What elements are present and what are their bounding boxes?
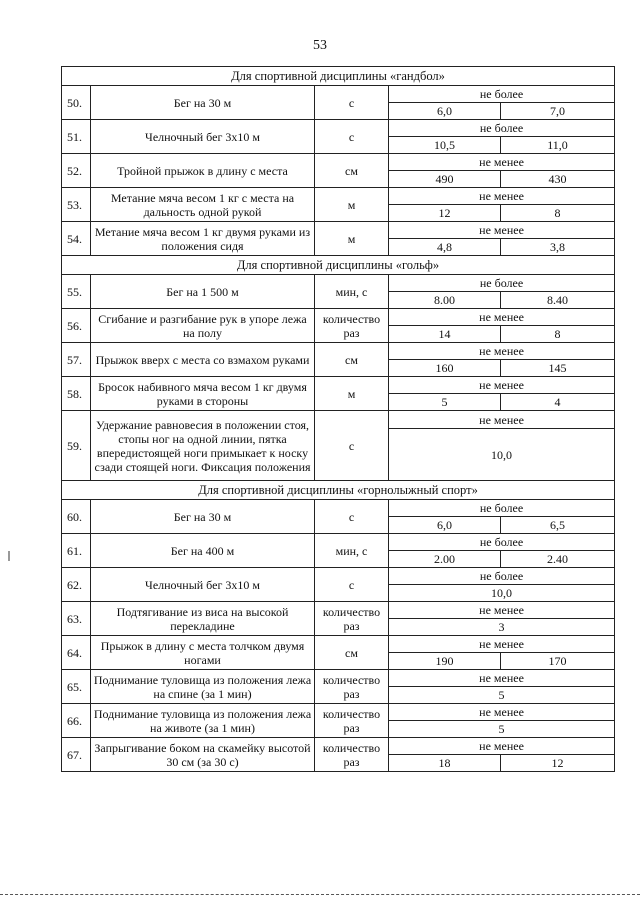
norm-value-1: 190 [389, 653, 501, 670]
section-header-row [62, 256, 615, 275]
row-number: 50. [62, 86, 91, 120]
norm-value-1: 8.00 [389, 292, 501, 309]
exercise-name: Бег на 400 м [91, 534, 315, 568]
unit-of-measure: количество раз [315, 704, 389, 738]
unit-of-measure: см [315, 636, 389, 670]
norm-value: 3 [389, 619, 615, 636]
unit-of-measure: мин, с [315, 534, 389, 568]
unit-of-measure: м [315, 377, 389, 411]
unit-of-measure: см [315, 154, 389, 188]
standards-table-body [62, 67, 615, 772]
condition-label: не менее [389, 738, 615, 755]
exercise-name: Бросок набивного мяча весом 1 кг двумя руками в стороны [91, 377, 315, 411]
norm-value-1: 12 [389, 205, 501, 222]
exercise-name: Прыжок в длину с места толчком двумя ногами [91, 636, 315, 670]
table-row [62, 222, 615, 239]
norm-value-2: 430 [501, 171, 615, 188]
table-row [62, 738, 615, 755]
unit-of-measure: количество раз [315, 670, 389, 704]
section-title: Для спортивной дисциплины «горнолыжный спорт» [62, 481, 615, 500]
table-row [62, 275, 615, 292]
table-row [62, 343, 615, 360]
condition-label: не более [389, 568, 615, 585]
exercise-name: Бег на 30 м [91, 86, 315, 120]
unit-of-measure: с [315, 411, 389, 481]
condition-label: не менее [389, 411, 615, 429]
row-number: 51. [62, 120, 91, 154]
norm-value-1: 18 [389, 755, 501, 772]
exercise-name: Челночный бег 3х10 м [91, 120, 315, 154]
row-number: 65. [62, 670, 91, 704]
table-row [62, 120, 615, 137]
norm-value-1: 2.00 [389, 551, 501, 568]
row-number: 63. [62, 602, 91, 636]
table-row [62, 500, 615, 517]
norm-value: 5 [389, 721, 615, 738]
standards-table [61, 66, 615, 772]
section-header-row [62, 481, 615, 500]
condition-label: не более [389, 500, 615, 517]
row-number: 57. [62, 343, 91, 377]
row-number: 62. [62, 568, 91, 602]
norm-value-2: 8 [501, 205, 615, 222]
scan-artifact [8, 551, 10, 561]
table-row [62, 411, 615, 429]
row-number: 64. [62, 636, 91, 670]
table-row [62, 602, 615, 619]
row-number: 59. [62, 411, 91, 481]
condition-label: не менее [389, 309, 615, 326]
norm-value-1: 5 [389, 394, 501, 411]
norm-value-2: 145 [501, 360, 615, 377]
norm-value: 10,0 [389, 585, 615, 602]
exercise-name: Сгибание и разгибание рук в упоре лежа на полу [91, 309, 315, 343]
table-row [62, 188, 615, 205]
table-row [62, 704, 615, 721]
norm-value-2: 3,8 [501, 239, 615, 256]
unit-of-measure: с [315, 120, 389, 154]
row-number: 67. [62, 738, 91, 772]
norm-value-1: 160 [389, 360, 501, 377]
exercise-name: Поднимание туловища из положения лежа на спине (за 1 мин) [91, 670, 315, 704]
exercise-name: Метание мяча весом 1 кг двумя руками из положения сидя [91, 222, 315, 256]
unit-of-measure: количество раз [315, 602, 389, 636]
table-row [62, 154, 615, 171]
table-row [62, 309, 615, 326]
norm-value-1: 4,8 [389, 239, 501, 256]
page-number: 53 [313, 38, 327, 53]
row-number: 66. [62, 704, 91, 738]
condition-label: не более [389, 86, 615, 103]
condition-label: не более [389, 534, 615, 551]
table-row [62, 568, 615, 585]
norm-value-1: 6,0 [389, 517, 501, 534]
table-row [62, 636, 615, 653]
norm-value-2: 8 [501, 326, 615, 343]
exercise-name: Бег на 30 м [91, 500, 315, 534]
condition-label: не менее [389, 188, 615, 205]
unit-of-measure: м [315, 222, 389, 256]
row-number: 61. [62, 534, 91, 568]
exercise-name: Поднимание туловища из положения лежа на животе (за 1 мин) [91, 704, 315, 738]
section-header-row [62, 67, 615, 86]
section-title: Для спортивной дисциплины «гольф» [62, 256, 615, 275]
section-title: Для спортивной дисциплины «гандбол» [62, 67, 615, 86]
exercise-name: Удержание равновесия в положении стоя, стопы ног на одной линии, пятка впередистоящей ноги примыкает к носку сзади стоящей ноги. Фиксация положения [91, 411, 315, 481]
norm-value-2: 2.40 [501, 551, 615, 568]
norm-value-1: 14 [389, 326, 501, 343]
row-number: 54. [62, 222, 91, 256]
condition-label: не менее [389, 343, 615, 360]
row-number: 58. [62, 377, 91, 411]
norm-value-2: 8.40 [501, 292, 615, 309]
norm-value-2: 11,0 [501, 137, 615, 154]
table-row [62, 670, 615, 687]
row-number: 60. [62, 500, 91, 534]
condition-label: не менее [389, 704, 615, 721]
table-row [62, 534, 615, 551]
condition-label: не менее [389, 670, 615, 687]
norm-value-2: 7,0 [501, 103, 615, 120]
unit-of-measure: мин, с [315, 275, 389, 309]
unit-of-measure: с [315, 500, 389, 534]
exercise-name: Метание мяча весом 1 кг с места на дальность одной рукой [91, 188, 315, 222]
page-bottom-edge [0, 894, 640, 895]
exercise-name: Бег на 1 500 м [91, 275, 315, 309]
unit-of-measure: с [315, 568, 389, 602]
norm-value-2: 170 [501, 653, 615, 670]
row-number: 55. [62, 275, 91, 309]
norm-value-1: 490 [389, 171, 501, 188]
condition-label: не более [389, 120, 615, 137]
unit-of-measure: количество раз [315, 738, 389, 772]
norm-value-2: 6,5 [501, 517, 615, 534]
unit-of-measure: количество раз [315, 309, 389, 343]
condition-label: не менее [389, 154, 615, 171]
norm-value-1: 6,0 [389, 103, 501, 120]
condition-label: не менее [389, 377, 615, 394]
norm-value: 10,0 [389, 429, 615, 481]
exercise-name: Челночный бег 3х10 м [91, 568, 315, 602]
condition-label: не менее [389, 602, 615, 619]
norm-value-2: 12 [501, 755, 615, 772]
table-row [62, 86, 615, 103]
exercise-name: Прыжок вверх с места со взмахом руками [91, 343, 315, 377]
row-number: 56. [62, 309, 91, 343]
exercise-name: Запрыгивание боком на скамейку высотой 30 см (за 30 с) [91, 738, 315, 772]
exercise-name: Тройной прыжок в длину с места [91, 154, 315, 188]
row-number: 52. [62, 154, 91, 188]
unit-of-measure: с [315, 86, 389, 120]
norm-value-1: 10,5 [389, 137, 501, 154]
exercise-name: Подтягивание из виса на высокой перекладине [91, 602, 315, 636]
row-number: 53. [62, 188, 91, 222]
norm-value: 5 [389, 687, 615, 704]
condition-label: не более [389, 275, 615, 292]
unit-of-measure: см [315, 343, 389, 377]
condition-label: не менее [389, 222, 615, 239]
unit-of-measure: м [315, 188, 389, 222]
condition-label: не менее [389, 636, 615, 653]
norm-value-2: 4 [501, 394, 615, 411]
table-row [62, 377, 615, 394]
